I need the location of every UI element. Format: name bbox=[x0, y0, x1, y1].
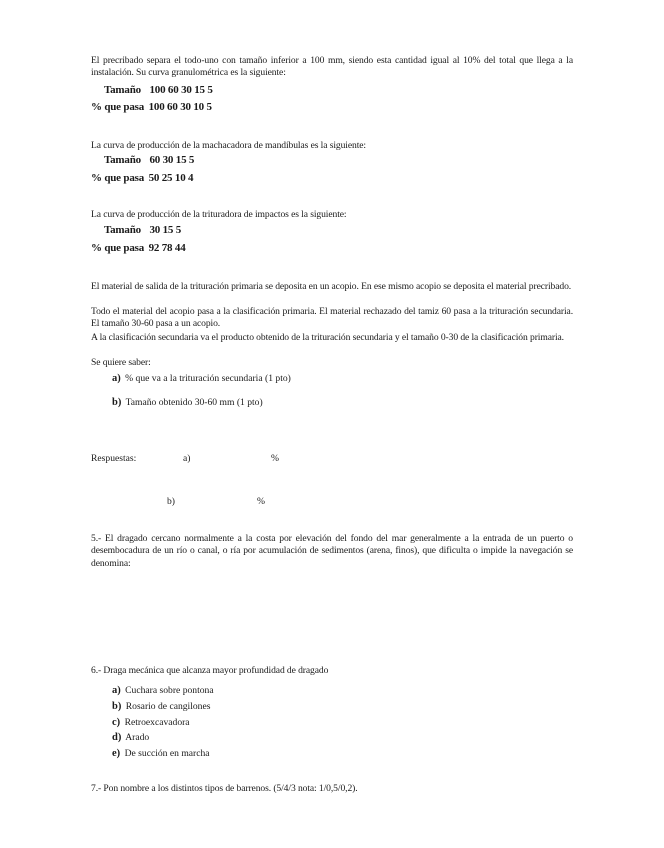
table2-pass-row bbox=[91, 172, 193, 184]
table3-size-label: Tamaño bbox=[104, 224, 141, 236]
table3-size-row bbox=[104, 224, 181, 236]
answer-b-percent: % bbox=[257, 496, 265, 507]
description-p4: Se quiere saber: bbox=[91, 357, 151, 368]
q6-option-c-letter: c) bbox=[112, 717, 121, 728]
answer-a-percent: % bbox=[271, 453, 279, 464]
q6-option-d bbox=[112, 732, 149, 743]
table1-pass-label: % que pasa bbox=[91, 101, 145, 113]
question-5: 5.- El dragado cercano normalmente a la costa por elevación del fondo del mar generalmente a la entrada de un puerto o desembocadura de un río o canal, o ría por acumulación de sedimentos (arena, finos), que dificulta o impide la navegación se denomina: bbox=[91, 533, 573, 569]
question-b bbox=[112, 397, 263, 408]
table2-size-label: Tamaño bbox=[104, 154, 141, 166]
description-p3: A la clasificación secundaria va el producto obtenido de la trituración secundaria y el tamaño 0-30 de la clasificación primaria. bbox=[91, 332, 564, 343]
table1-size-values: 100 60 30 15 5 bbox=[149, 84, 213, 96]
table1-size-row bbox=[104, 84, 213, 96]
q6-option-a bbox=[112, 685, 214, 696]
table2-pass-values: 50 25 10 4 bbox=[148, 172, 194, 184]
table2-pass-label: % que pasa bbox=[91, 172, 145, 184]
question-a bbox=[112, 373, 291, 384]
q6-option-d-text: Arado bbox=[125, 732, 150, 743]
q6-option-c-text: Retroexcavadora bbox=[124, 717, 190, 728]
impact-crusher-text: La curva de producción de la trituradora de impactos es la siguiente: bbox=[91, 209, 347, 220]
question-7: 7.- Pon nombre a los distintos tipos de barrenos. (5/4/3 nota: 1/0,5/0,2). bbox=[91, 783, 358, 794]
q6-option-e-letter: e) bbox=[112, 748, 121, 759]
description-p1: El material de salida de la trituración primaria se deposita en un acopio. En ese mismo acopio se deposita el material precribado. bbox=[91, 281, 572, 292]
table1-pass-values: 100 60 30 10 5 bbox=[148, 101, 212, 113]
table1-pass-row bbox=[91, 101, 212, 113]
table2-size-row bbox=[104, 154, 194, 166]
table3-pass-row bbox=[91, 242, 186, 254]
jaw-crusher-text: La curva de producción de la machacadora de mandíbulas es la siguiente: bbox=[91, 140, 366, 151]
answer-a-letter: a) bbox=[183, 453, 191, 464]
table2-size-values: 60 30 15 5 bbox=[149, 154, 195, 166]
question-a-letter: a) bbox=[112, 373, 121, 384]
q6-option-e bbox=[112, 748, 210, 759]
q6-option-a-text: Cuchara sobre pontona bbox=[125, 685, 214, 696]
table3-pass-values: 92 78 44 bbox=[148, 242, 186, 254]
answer-b-letter: b) bbox=[167, 496, 175, 507]
q6-option-b bbox=[112, 701, 210, 712]
table3-size-values: 30 15 5 bbox=[149, 224, 182, 236]
q6-option-e-text: De succión en marcha bbox=[124, 748, 210, 759]
answers-label: Respuestas: bbox=[91, 453, 137, 464]
description-p2: Todo el material del acopio pasa a la clasificación primaria. El material rechazado del tamiz 60 pasa a la trituración secundaria. El tamaño 30-60 pasa a un acopio. bbox=[91, 306, 573, 330]
question-b-letter: b) bbox=[112, 397, 122, 408]
q6-option-b-letter: b) bbox=[112, 701, 122, 712]
table1-size-label: Tamaño bbox=[104, 84, 141, 96]
question-6-title: 6.- Draga mecánica que alcanza mayor profundidad de dragado bbox=[91, 665, 329, 676]
q6-option-a-letter: a) bbox=[112, 685, 121, 696]
table3-pass-label: % que pasa bbox=[91, 242, 145, 254]
question-a-text: % que va a la trituración secundaria (1 pto) bbox=[125, 373, 291, 384]
question-b-text: Tamaño obtenido 30-60 mm (1 pto) bbox=[125, 397, 263, 408]
q6-option-c bbox=[112, 717, 190, 728]
q6-option-d-letter: d) bbox=[112, 732, 122, 743]
q6-option-b-text: Rosario de cangilones bbox=[125, 701, 211, 712]
prescreen-paragraph: El precribado separa el todo-uno con tamaño inferior a 100 mm, siendo esta cantidad igual al 10% del total que llega a la instalación. Su curva granulométrica es la siguiente: bbox=[91, 55, 573, 79]
